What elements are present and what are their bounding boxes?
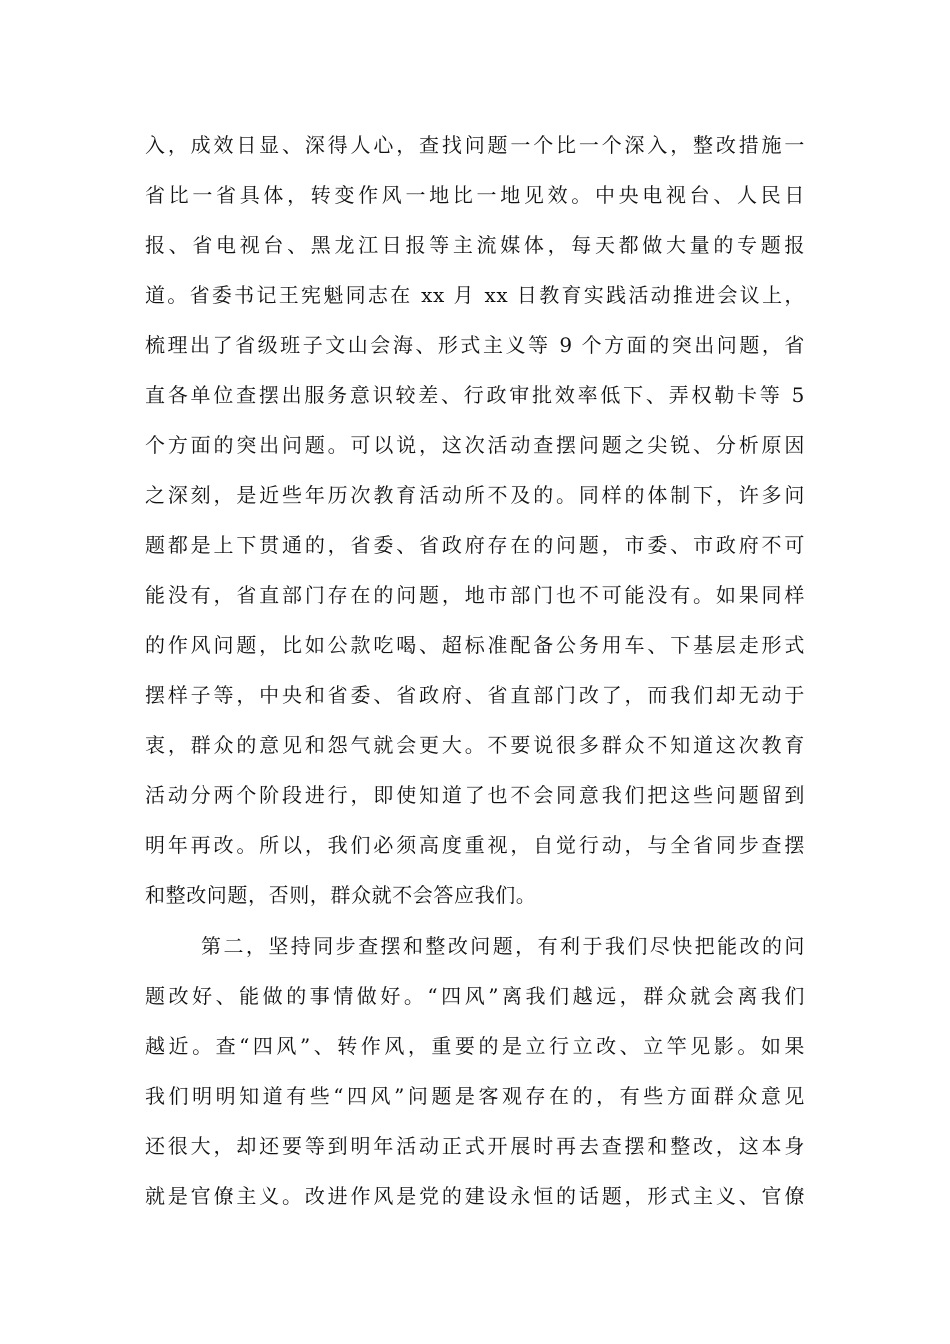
paragraph-line: 道。省委书记王宪魁同志在 xx 月 xx 日教育实践活动推进会议上， — [145, 283, 805, 307]
paragraph-line: 报、省电视台、黑龙江日报等主流媒体，每天都做大量的专题报 — [145, 233, 805, 257]
paragraph-line: 我们明明知道有些“四风”问题是客观存在的，有些方面群众意见 — [145, 1084, 805, 1108]
paragraph-line: 摆样子等，中央和省委、省政府、省直部门改了，而我们却无动于 — [145, 683, 805, 707]
paragraph-line: 明年再改。所以，我们必须高度重视，自觉行动，与全省同步查摆 — [145, 833, 805, 857]
paragraph-line: 和整改问题，否则，群众就不会答应我们。 — [145, 883, 537, 907]
paragraph-line: 越近。查“四风”、转作风，重要的是立行立改、立竿见影。如果 — [145, 1034, 805, 1058]
paragraph-line: 就是官僚主义。改进作风是党的建设永恒的话题，形式主义、官僚 — [145, 1184, 805, 1208]
paragraph-line: 的作风问题，比如公款吃喝、超标准配备公务用车、下基层走形式 — [145, 633, 805, 657]
paragraph-line: 之深刻，是近些年历次教育活动所不及的。同样的体制下，许多问 — [145, 483, 805, 507]
paragraph-line: 题改好、能做的事情做好。“四风”离我们越远，群众就会离我们 — [145, 984, 805, 1008]
paragraph-line: 个方面的突出问题。可以说，这次活动查摆问题之尖锐、分析原因 — [145, 433, 805, 457]
paragraph-line: 入，成效日显、深得人心，查找问题一个比一个深入，整改措施一 — [145, 133, 805, 157]
paragraph-line: 第二，坚持同步查摆和整改问题，有利于我们尽快把能改的问 — [201, 934, 805, 958]
paragraph-line: 能没有，省直部门存在的问题，地市部门也不可能没有。如果同样 — [145, 583, 805, 607]
paragraph-line: 题都是上下贯通的，省委、省政府存在的问题，市委、市政府不可 — [145, 533, 805, 557]
paragraph-line: 梳理出了省级班子文山会海、形式主义等 9 个方面的突出问题，省 — [145, 333, 805, 357]
paragraph-line: 衷，群众的意见和怨气就会更大。不要说很多群众不知道这次教育 — [145, 733, 805, 757]
paragraph-line: 直各单位查摆出服务意识较差、行政审批效率低下、弄权勒卡等 5 — [145, 383, 805, 407]
paragraph-line: 活动分两个阶段进行，即使知道了也不会同意我们把这些问题留到 — [145, 783, 805, 807]
paragraph-line: 省比一省具体，转变作风一地比一地见效。中央电视台、人民日 — [145, 183, 805, 207]
paragraph-line: 还很大，却还要等到明年活动正式开展时再去查摆和整改，这本身 — [145, 1134, 805, 1158]
